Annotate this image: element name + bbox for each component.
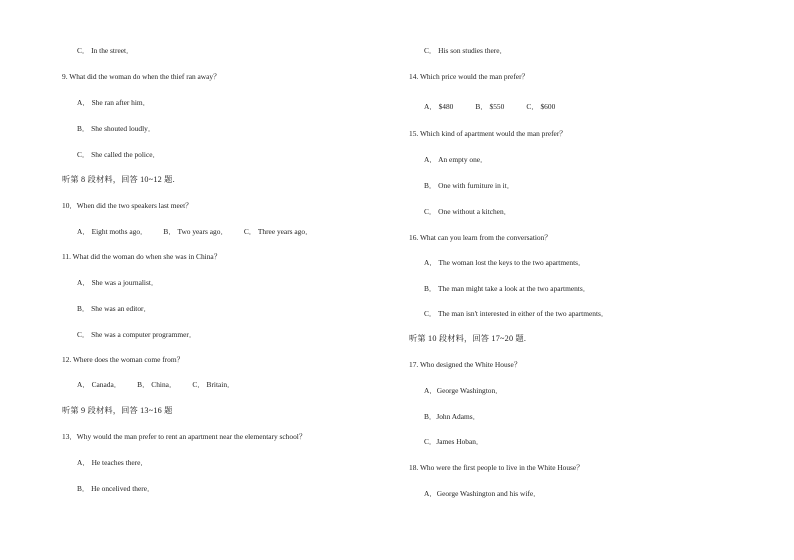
- q9-option-a: A． She ran after him．: [77, 98, 151, 107]
- q12-option-a: A． Canada．: [77, 380, 122, 389]
- section9-heading: 听第 9 段材料，回答 13~16 题: [62, 406, 173, 415]
- q13-option-b: B． He oncelived there．: [77, 484, 155, 493]
- q16-option-c: C． The man isn't interested in either of the two apartments．: [424, 309, 609, 318]
- q12-question: 12. Where does the woman come from？: [62, 355, 184, 364]
- q8-option-c: C． In the street．: [77, 46, 134, 55]
- q12-options: [77, 380, 234, 390]
- q18-question: 18. Who were the first people to live in the White House？: [409, 463, 584, 472]
- q11-option-b: B． She was an editor．: [77, 304, 151, 313]
- q14-option-b: B． $550: [475, 102, 505, 111]
- q10-option-b: B． Two years ago．: [163, 227, 228, 236]
- right-column: [409, 0, 769, 560]
- q16-question: 16. What can you learn from the conversation？: [409, 233, 552, 242]
- q10-options: [77, 227, 312, 237]
- q16-option-b: B． The man might take a look at the two apartments．: [424, 284, 591, 293]
- q9-option-c: C． She called the police．: [77, 150, 160, 159]
- section8-heading: 听第 8 段材料，回答 10~12 题.: [62, 175, 175, 184]
- q10-option-a: A． Eight moths ago．: [77, 227, 148, 236]
- q9-option-b: B． She shouted loudly．: [77, 124, 156, 133]
- q9-question: 9. What did the woman do when the thief ran away？: [62, 72, 221, 81]
- q14-option-a: A． $480: [424, 102, 454, 111]
- q16-option-a: A． The woman lost the keys to the two apartments．: [424, 258, 586, 267]
- q17-question: 17. Who designed the White House？: [409, 360, 522, 369]
- q10-question: 10．When did the two speakers last meet？: [62, 201, 193, 210]
- q11-question: 11. What did the woman do when she was in China？: [62, 252, 222, 261]
- q11-option-a: A． She was a journalist．: [77, 278, 159, 287]
- q13-option-c: C． His son studies there．: [424, 46, 507, 55]
- q13-question: 13．Why would the man prefer to rent an apartment near the elementary school？: [62, 432, 307, 441]
- q10-option-c: C． Three years ago．: [243, 227, 313, 236]
- q18-option-a: A．George Washington and his wife．: [424, 489, 541, 498]
- left-column: [62, 0, 422, 560]
- q15-option-c: C． One without a kitchen．: [424, 207, 512, 216]
- q12-option-c: C． Britain．: [192, 380, 235, 389]
- q14-option-c: C． $600: [526, 102, 556, 111]
- q14-question: 14. Which price would the man prefer？: [409, 72, 529, 81]
- q17-option-a: A．George Washington．: [424, 386, 503, 395]
- q15-option-b: B． One with furniture in it．: [424, 181, 515, 190]
- q14-options: [424, 102, 555, 112]
- q15-option-a: A． An empty one．: [424, 155, 488, 164]
- q11-option-c: C． She was a computer programmer．: [77, 330, 197, 339]
- q17-option-b: B．John Adams．: [424, 412, 481, 421]
- q12-option-b: B． China．: [137, 380, 177, 389]
- q15-question: 15. Which kind of apartment would the man prefer？: [409, 129, 567, 138]
- section10-heading: 听第 10 段材料，回答 17~20 题.: [409, 334, 527, 343]
- q17-option-c: C．James Hoban．: [424, 437, 484, 446]
- q13-option-a: A． He teaches there．: [77, 458, 148, 467]
